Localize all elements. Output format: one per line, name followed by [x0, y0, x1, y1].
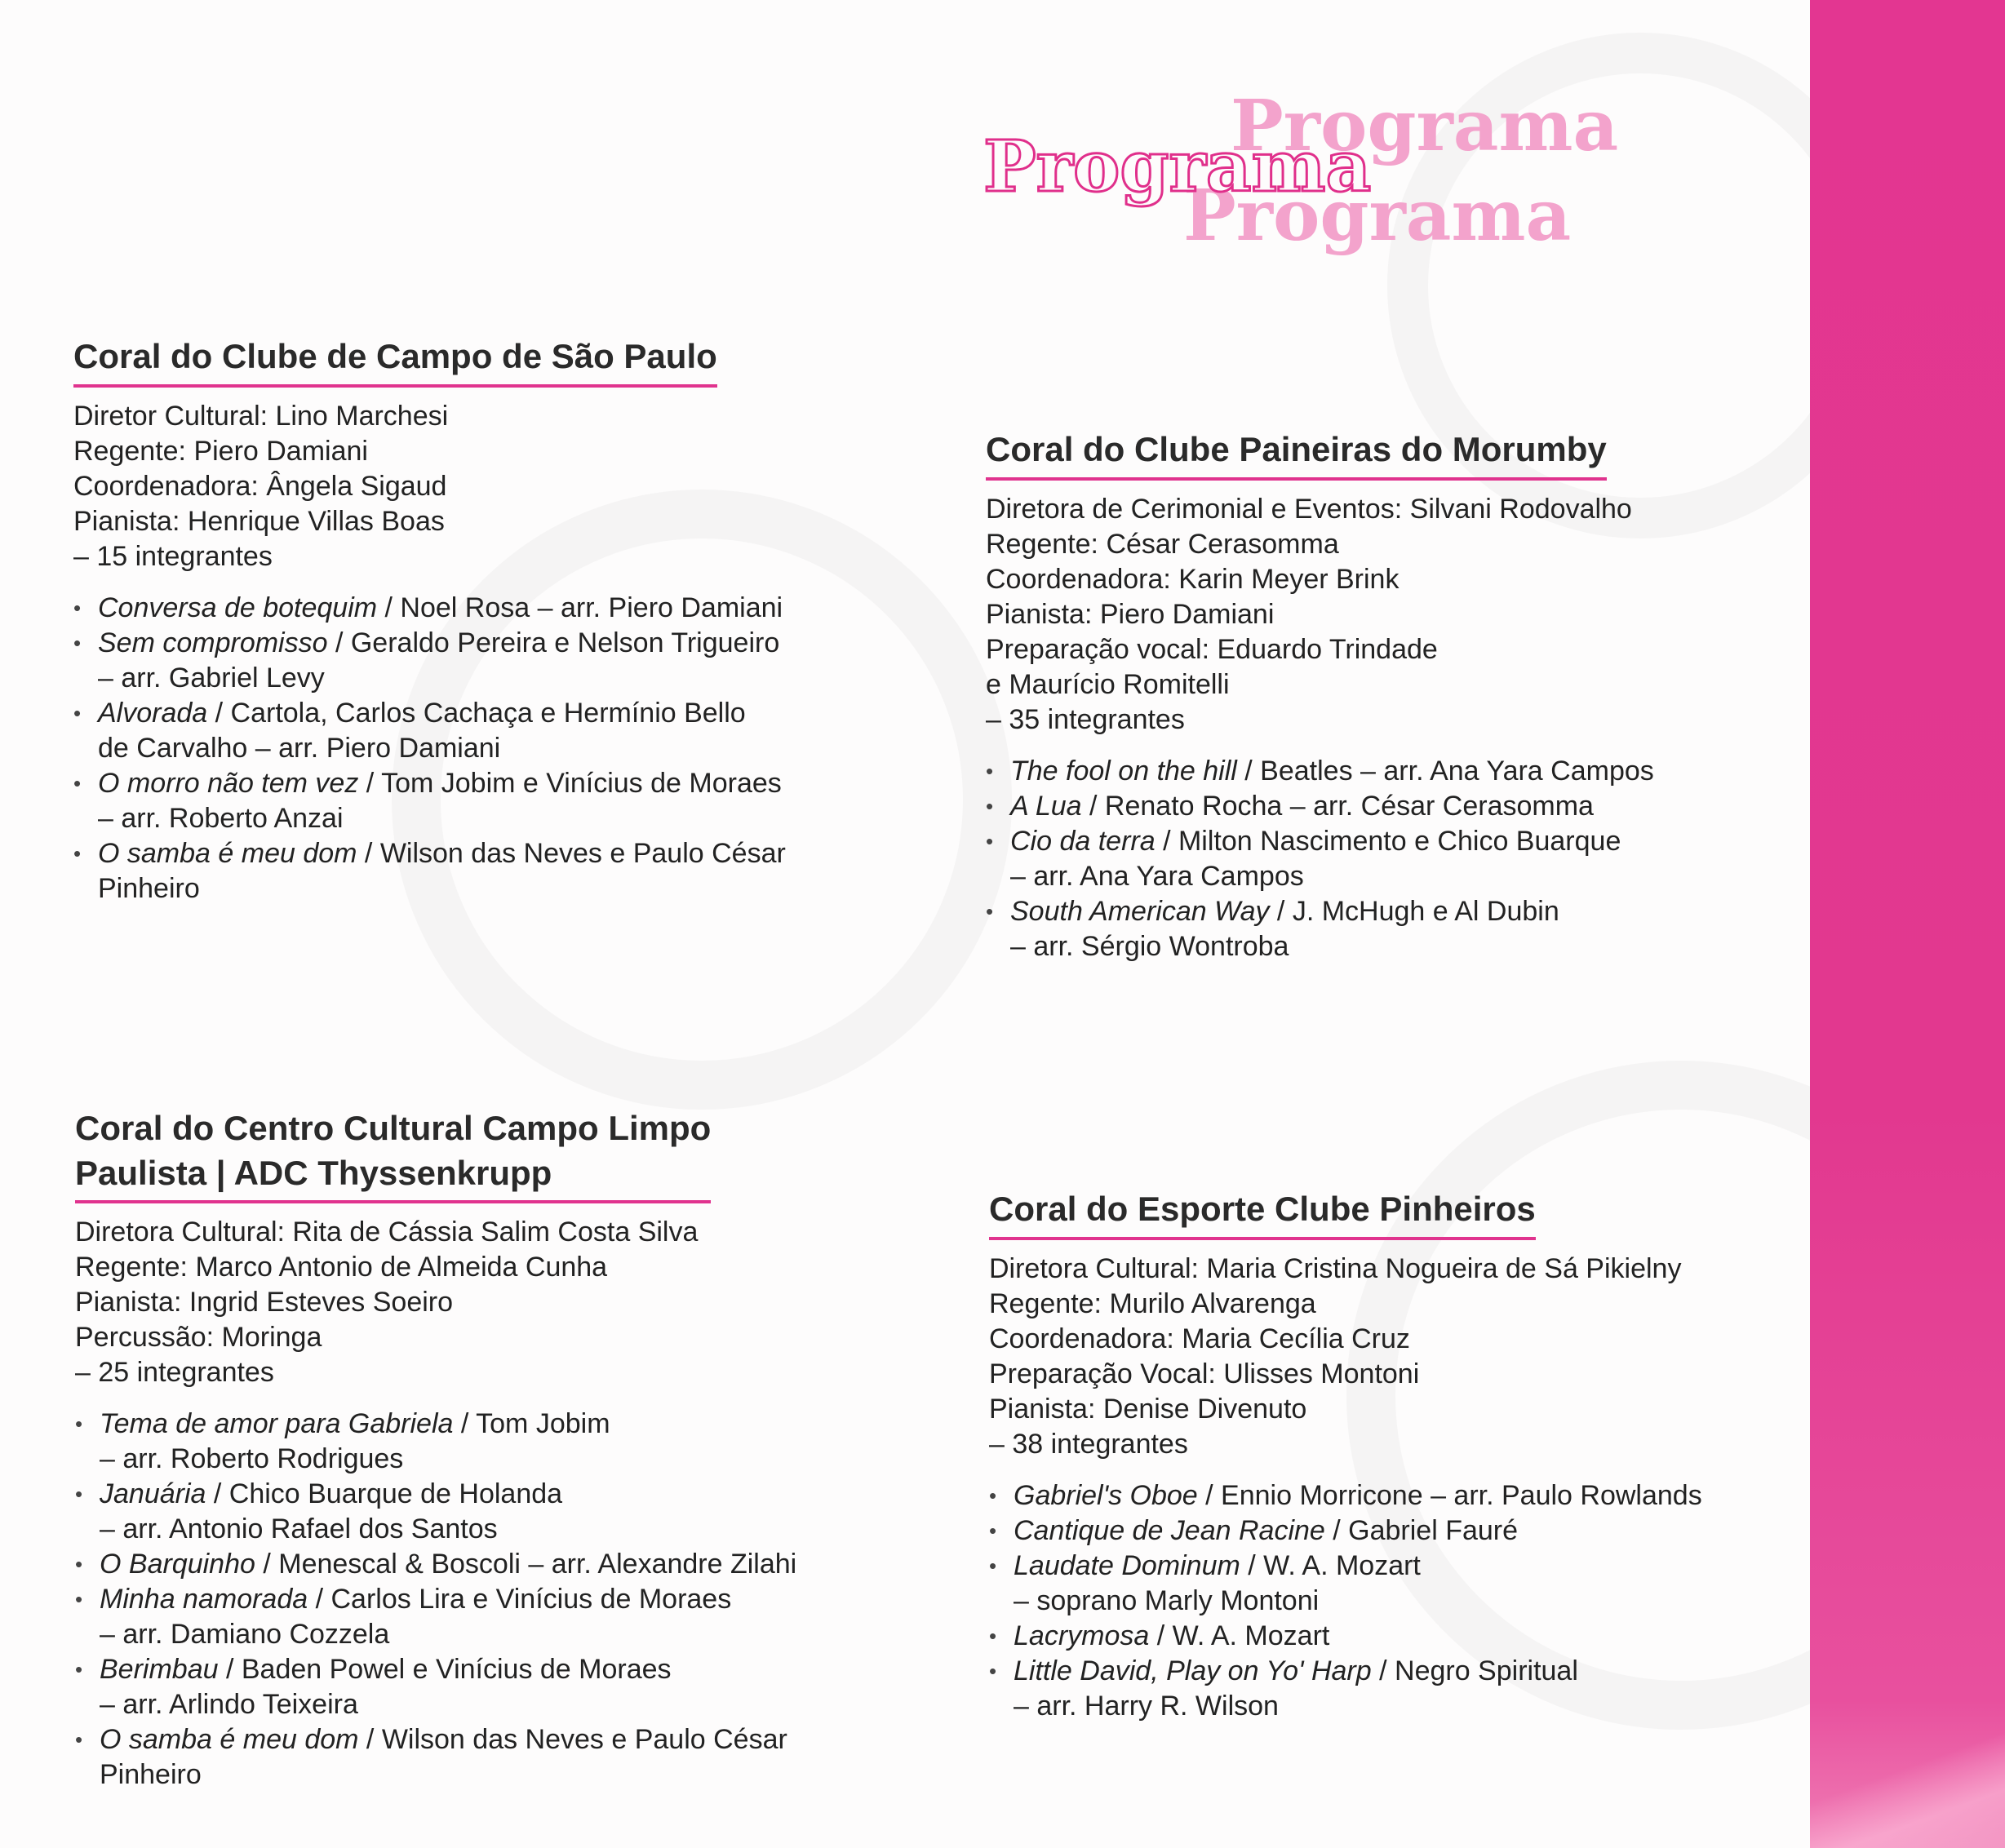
list-item: • Berimbau / Baden Powel e Vinícius de Moraes – arr. Arlindo Teixeira — [75, 1652, 796, 1722]
list-item: • Gabriel's Oboe / Ennio Morricone – arr. Paulo Rowlands — [989, 1478, 1702, 1513]
section-coral-clube-campo — [73, 335, 786, 906]
section-credits: Diretor Cultural: Lino Marchesi Regente: Piero Damiani Coordenadora: Ângela Sigaud Pianista: Henrique Villas Boas – 15 integrantes — [73, 400, 449, 572]
section-title: Coral do Clube Paineiras do Morumby — [986, 428, 1607, 481]
section-title: Coral do Centro Cultural Campo Limpo Paulista | ADC Thyssenkrupp — [75, 1106, 711, 1203]
list-item: • South American Way / J. McHugh e Al Dubin – arr. Sérgio Wontroba — [986, 894, 1654, 964]
list-item: • Cantique de Jean Racine / Gabriel Fauré — [989, 1513, 1702, 1549]
section-title: Coral do Clube de Campo de São Paulo — [73, 335, 717, 388]
section-title: Coral do Esporte Clube Pinheiros — [989, 1187, 1536, 1240]
list-item: • Little David, Play on Yo' Harp / Negro Spiritual – arr. Harry R. Wilson — [989, 1654, 1702, 1724]
list-item: • Alvorada / Cartola, Carlos Cachaça e Hermínio Bello de Carvalho – arr. Piero Damiani — [73, 696, 786, 766]
list-item: • Sem compromisso / Geraldo Pereira e Nelson Trigueiro – arr. Gabriel Levy — [73, 626, 786, 696]
list-item: • Conversa de botequim / Noel Rosa – arr. Piero Damiani — [73, 591, 786, 626]
section-coral-paineiras — [986, 428, 1654, 964]
list-item: • A Lua / Renato Rocha – arr. César Cerasomma — [986, 789, 1654, 824]
title-shadow-top: Programa — [1231, 85, 1619, 167]
pink-side-band — [1810, 0, 2005, 1848]
list-item: • O Barquinho / Menescal & Boscoli – arr. Alexandre Zilahi — [75, 1547, 796, 1582]
repertoire-list — [73, 591, 786, 906]
list-item: • O samba é meu dom / Wilson das Neves e Paulo César Pinheiro — [73, 836, 786, 906]
repertoire-list — [989, 1478, 1702, 1724]
list-item: • Januária / Chico Buarque de Holanda – arr. Antonio Rafael dos Santos — [75, 1477, 796, 1547]
section-coral-pinheiros — [989, 1187, 1702, 1724]
section-credits: Diretora Cultural: Maria Cristina Nogueira de Sá Pikielny Regente: Murilo Alvarenga Coordenadora: Maria Cecília Cruz Preparação Vocal: Ulisses Montoni Pianista: Denise Divenuto – 38 integrantes — [989, 1252, 1682, 1460]
list-item: • The fool on the hill / Beatles – arr. Ana Yara Campos — [986, 754, 1654, 789]
list-item: • O morro não tem vez / Tom Jobim e Vinícius de Moraes – arr. Roberto Anzai — [73, 766, 786, 836]
title-main: Programa — [983, 126, 1372, 208]
list-item: • Minha namorada / Carlos Lira e Vinícius de Moraes – arr. Damiano Cozzela — [75, 1582, 796, 1652]
list-item: • Laudate Dominum / W. A. Mozart – soprano Marly Montoni — [989, 1549, 1702, 1619]
section-coral-campo-limpo — [75, 1106, 796, 1793]
title-shadow-bottom: Programa — [1183, 175, 1572, 257]
list-item: • Cio da terra / Milton Nascimento e Chico Buarque – arr. Ana Yara Campos — [986, 824, 1654, 894]
repertoire-list — [986, 754, 1654, 964]
section-credits: Diretora Cultural: Rita de Cássia Salim Costa Silva Regente: Marco Antonio de Almeida Cunha Pianista: Ingrid Esteves Soeiro Percussão: Moringa – 25 integrantes — [75, 1216, 699, 1389]
section-credits: Diretora de Cerimonial e Eventos: Silvani Rodovalho Regente: César Cerasomma Coordenadora: Karin Meyer Brink Pianista: Piero Damiani Preparação vocal: Eduardo Trindade e Maurício Romitelli – 35 integrantes — [986, 493, 1632, 735]
list-item: • O samba é meu dom / Wilson das Neves e Paulo César Pinheiro — [75, 1722, 796, 1793]
program-title — [0, 0, 1810, 269]
list-item: • Lacrymosa / W. A. Mozart — [989, 1619, 1702, 1654]
list-item: • Tema de amor para Gabriela / Tom Jobim – arr. Roberto Rodrigues — [75, 1407, 796, 1477]
repertoire-list — [75, 1407, 796, 1793]
